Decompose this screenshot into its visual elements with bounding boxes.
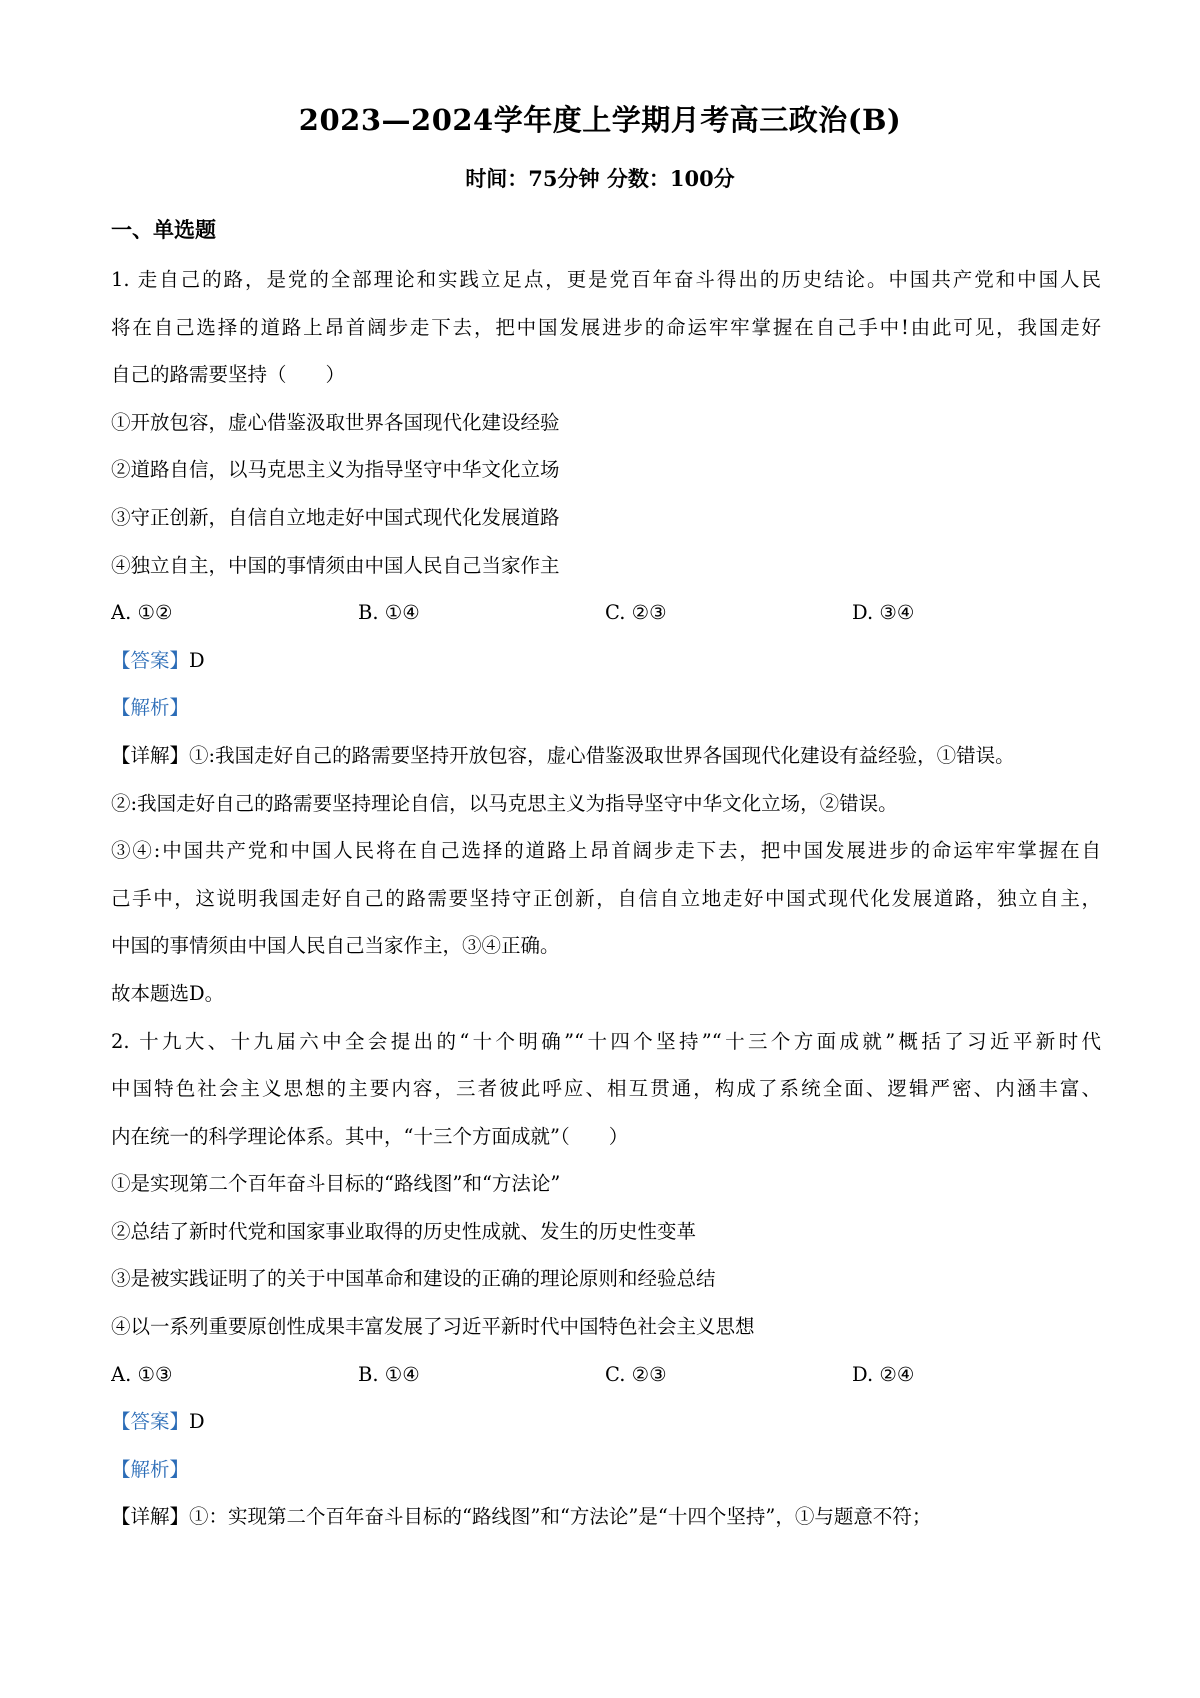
detail-line: ③④:中国共产党和中国人民将在自己选择的道路上昂首阔步走下去，把中国发展进步的命运牢牢掌握在自 <box>111 839 1101 863</box>
option-a: A. ①③ <box>111 1362 173 1386</box>
statement-2: ②总结了新时代党和国家事业取得的历史性成就、发生的历史性变革 <box>111 1219 697 1243</box>
exam-info: 时间：75分钟 分数：100分 <box>465 166 735 191</box>
detail-line: 中国的事情须由中国人民自己当家作主，③④正确。 <box>111 934 560 958</box>
detail-line: 故本题选D。 <box>111 981 225 1005</box>
question-stem-line: 中国特色社会主义思想的主要内容，三者彼此呼应、相互贯通，构成了系统全面、逻辑严密、内涵丰富、 <box>111 1077 1101 1101</box>
option-d: D. ②④ <box>852 1362 915 1386</box>
detail-line: 己手中，这说明我国走好自己的路需要坚持守正创新，自信自立地走好中国式现代化发展道路，独立自主， <box>111 886 1101 910</box>
statement-1: ①是实现第二个百年奋斗目标的“路线图”和“方法论” <box>111 1172 561 1196</box>
detail-line <box>111 732 1101 780</box>
detail-tag: 【详解】 <box>111 1505 190 1529</box>
question-2 <box>111 1018 1101 1542</box>
answer-line <box>111 637 1101 685</box>
answer-tag: 【答案】 <box>111 648 190 672</box>
analysis-line <box>111 684 1101 732</box>
detail-line <box>111 1493 1101 1541</box>
analysis-tag: 【解析】 <box>111 696 190 720</box>
option-d: D. ③④ <box>852 601 915 625</box>
answer-tag: 【答案】 <box>111 1410 190 1434</box>
detail-text: ①:我国走好自己的路需要坚持开放包容，虚心借鉴汲取世界各国现代化建设有益经验，①错误。 <box>189 743 1015 767</box>
options-row <box>111 1351 1101 1399</box>
statement-2: ②道路自信，以马克思主义为指导坚守中华文化立场 <box>111 458 560 482</box>
analysis-tag: 【解析】 <box>111 1457 190 1481</box>
question-stem-line: 1. 走自己的路，是党的全部理论和实践立足点，更是党百年奋斗得出的历史结论。中国共产党和中国人民 <box>111 268 1101 291</box>
statement-1: ①开放包容，虚心借鉴汲取世界各国现代化建设经验 <box>111 410 560 434</box>
exam-content <box>111 212 1101 1541</box>
detail-text: ①：实现第二个百年奋斗目标的“路线图”和“方法论”是“十四个坚持”，①与题意不符； <box>189 1505 932 1529</box>
answer-line <box>111 1398 1101 1446</box>
statement-4: ④以一系列重要原创性成果丰富发展了习近平新时代中国特色社会主义思想 <box>111 1315 755 1339</box>
option-b: B. ①④ <box>358 601 420 625</box>
analysis-line <box>111 1446 1101 1494</box>
detail-line: ②:我国走好自己的路需要坚持理论自信，以马克思主义为指导坚守中华文化立场，②错误。 <box>111 791 898 815</box>
statement-3: ③是被实践证明了的关于中国革命和建设的正确的理论原则和经验总结 <box>111 1267 716 1291</box>
answer-value: D <box>189 1410 205 1434</box>
statement-3: ③守正创新，自信自立地走好中国式现代化发展道路 <box>111 505 560 529</box>
statement-4: ④独立自主，中国的事情须由中国人民自己当家作主 <box>111 553 560 577</box>
option-c: C. ②③ <box>605 1362 667 1386</box>
section-title: 一、单选题 <box>111 217 216 242</box>
options-row <box>111 589 1101 637</box>
detail-tag: 【详解】 <box>111 743 190 767</box>
answer-value: D <box>189 648 205 672</box>
question-1 <box>111 256 1101 1018</box>
option-a: A. ①② <box>111 601 173 625</box>
question-stem-line: 自己的路需要坚持（ ） <box>111 363 346 387</box>
question-stem-line: 将在自己选择的道路上昂首阔步走下去，把中国发展进步的命运牢牢掌握在自己手中!由此可见，我国走好 <box>111 315 1101 339</box>
question-stem-line: 内在统一的科学理论体系。其中，“十三个方面成就”（ ） <box>111 1124 629 1148</box>
question-stem-line: 2. 十九大、十九届六中全会提出的“十个明确”“十四个坚持”“十三个方面成就”概括了习近平新时代 <box>111 1029 1101 1053</box>
option-b: B. ①④ <box>358 1362 420 1386</box>
page-title: 2023—2024学年度上学期月考高三政治(B) <box>298 103 902 137</box>
option-c: C. ②③ <box>605 601 667 625</box>
